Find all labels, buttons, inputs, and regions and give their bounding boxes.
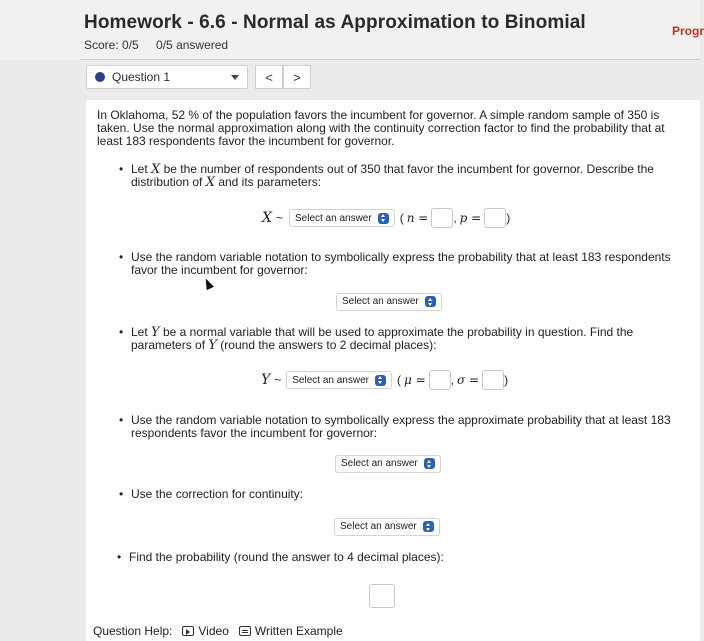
video-link[interactable]: Video (182, 624, 228, 638)
next-question-button[interactable] (283, 65, 311, 89)
part-5-text: • Use the correction for continuity: (119, 487, 304, 501)
written-example-link[interactable]: Written Example (239, 624, 343, 638)
bullet-5: • (119, 487, 124, 501)
score-text: Score: 0/5 (84, 38, 139, 52)
bullet-6: • (117, 550, 122, 564)
bullet-2: • (119, 250, 124, 264)
question-help-label: Question Help: (93, 624, 173, 638)
mu-input[interactable] (429, 370, 451, 390)
select-arrows-icon (423, 521, 434, 532)
video-icon (182, 626, 194, 636)
answered-text: 0/5 answered (156, 38, 229, 52)
caret-down-icon (231, 75, 239, 80)
score-row (84, 38, 242, 52)
n-input[interactable] (431, 208, 453, 228)
chevron-left-icon: < (265, 69, 273, 85)
y-distribution-select[interactable]: Select an answer (286, 371, 392, 389)
sigma-input[interactable] (482, 370, 504, 390)
bullet-3: • (119, 325, 124, 339)
y-distribution-row: Y ~ Select an answer ( μ = , σ = ) (261, 372, 509, 388)
question-status-dot (95, 72, 105, 82)
problem-intro: In Oklahoma, 52 % of the population favors the incumbent for governor. A simple random sample of 350 is taken. Use the normal approximation along with the continuity correction factor to find the probability that at least 183 respondents favor the incumbent for governor. (97, 108, 665, 148)
x-distribution-row: X ~ Select an answer ( n = , p = ) (262, 210, 511, 226)
question-select[interactable] (86, 65, 248, 89)
part-4-text: • Use the random variable notation to symbolically express the approximate probability that at least 183 respondents favor the incumbent for governor: (119, 413, 671, 440)
probability-input[interactable] (369, 584, 395, 608)
part-4-select[interactable]: Select an answer (335, 455, 441, 473)
bullet-1: • (119, 162, 124, 176)
select-arrows-icon (425, 296, 436, 307)
bullet-4: • (119, 413, 124, 427)
prev-question-button[interactable] (255, 65, 283, 89)
question-select-label: Question 1 (112, 70, 171, 84)
part-5-select[interactable]: Select an answer (334, 518, 440, 536)
page-title: Homework - 6.6 - Normal as Approximation to Binomial (84, 12, 586, 33)
select-arrows-icon (375, 375, 386, 386)
progress-link[interactable]: Progr (672, 24, 704, 38)
part-6-text: • Find the probability (round the answer to 4 decimal places): (117, 550, 444, 564)
p-input[interactable] (484, 208, 506, 228)
select-arrows-icon (378, 213, 389, 224)
x-distribution-select[interactable]: Select an answer (289, 209, 395, 227)
part-1-text: • Let X be the number of respondents out of 350 that favor the incumbent for governor. Describe the distribution of X and its parameters: (119, 162, 654, 190)
select-arrows-icon (424, 458, 435, 469)
header-divider (80, 59, 700, 60)
document-icon (239, 626, 251, 636)
part-3-text: • Let Y be a normal variable that will be used to approximate the probability in question. Find the parameters of Y (round the answers to 2 decimal places): (119, 325, 634, 353)
part-2-select[interactable]: Select an answer (336, 293, 442, 311)
part-2-text: • Use the random variable notation to symbolically express the probability that at least 183 respondents favor the incumbent for governor: (119, 250, 671, 277)
question-help (93, 624, 343, 638)
chevron-right-icon: > (293, 69, 301, 85)
